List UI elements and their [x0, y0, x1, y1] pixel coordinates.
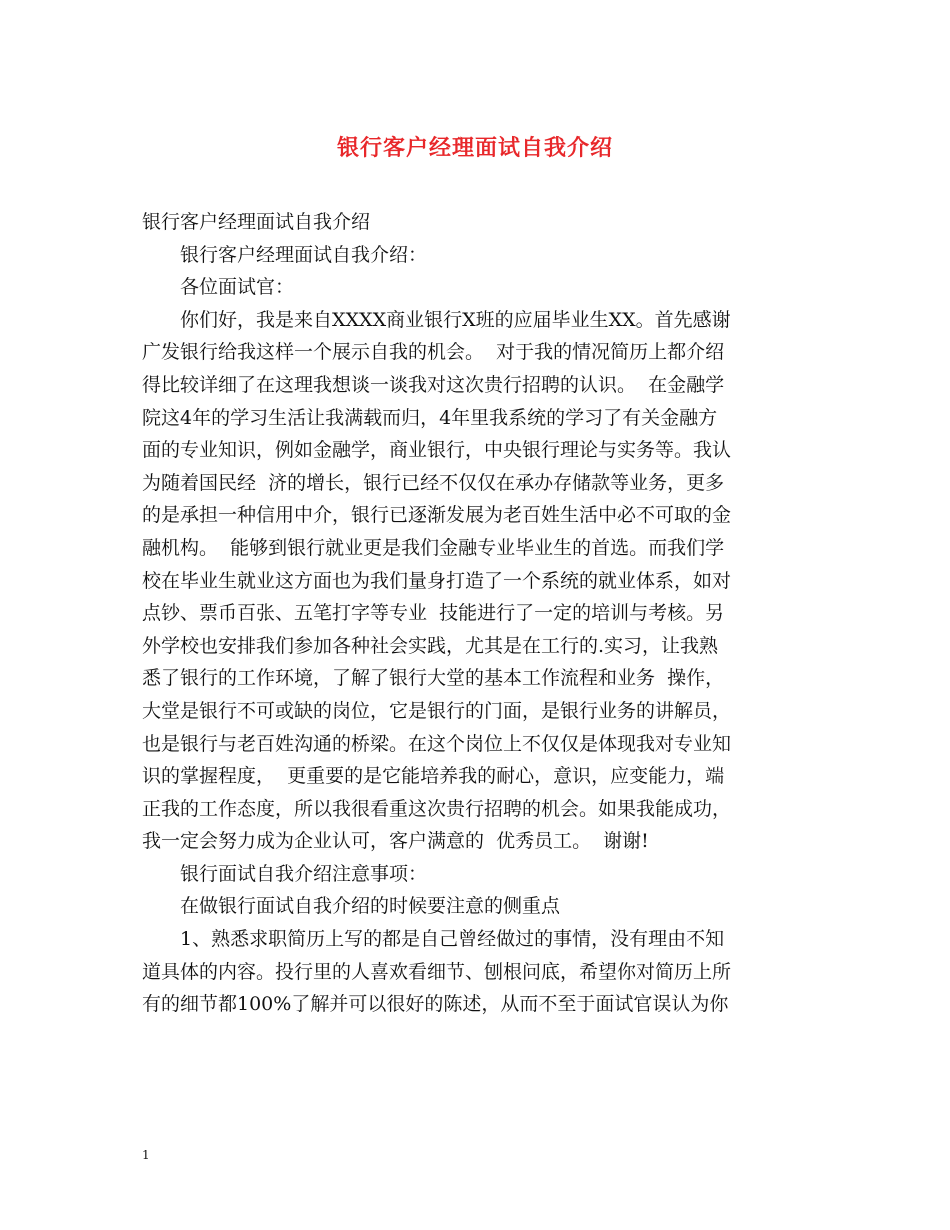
text-line: 在做银行面试自我介绍的时候要注意的侧重点 [180, 895, 561, 918]
text-line: 你们好，我是来自XXXX商业银行X班的应届毕业生XX。首先感谢 [180, 308, 731, 331]
text-line: 大堂是银行不可或缺的岗位，它是银行的门面，是银行业务的讲解员， [142, 699, 732, 722]
text-line: 广发银行给我这样一个展示自我的机会。 对于我的情况简历上都介绍 [142, 341, 725, 364]
text-line: 点钞、票币百张、五笔打字等专业 技能进行了一定的培训与考核。另 [142, 602, 725, 625]
text-line: 院这4年的学习生活让我满载而归，4年里我系统的学习了有关金融方 [142, 406, 718, 429]
document-body [142, 206, 810, 1021]
text-line: 悉了银行的工作环境，了解了银行大堂的基本工作流程和业务 操作， [142, 667, 725, 690]
text-line: 道具体的内容。投行里的人喜欢看细节、刨根问底，希望你对简历上所 [142, 960, 732, 983]
text-line: 为随着国民经 济的增长，银行已经不仅仅在承办存储款等业务，更多 [142, 471, 725, 494]
text-line: 外学校也安排我们参加各种社会实践，尤其是在工行的.实习，让我熟 [142, 634, 719, 657]
text-line: 我一定会努力成为企业认可，客户满意的 优秀员工。 谢谢! [142, 830, 649, 853]
text-line: 银行客户经理面试自我介绍： [180, 243, 428, 266]
text-line: 融机构。 能够到银行就业更是我们金融专业毕业生的首选。而我们学 [142, 536, 725, 559]
text-line: 面的专业知识，例如金融学，商业银行，中央银行理论与实务等。我认 [142, 439, 732, 462]
page-title: 银行客户经理面试自我介绍 [336, 135, 613, 161]
text-line: 得比较详细了在这理我想谈一谈我对这次贵行招聘的认识。 在金融学 [142, 373, 725, 396]
text-line: 1、熟悉求职简历上写的都是自己曾经做过的事情，没有理由不知 [180, 928, 725, 951]
text-line: 银行面试自我介绍注意事项： [180, 862, 428, 885]
text-line: 也是银行与老百姓沟通的桥梁。在这个岗位上不仅仅是体现我对专业知 [142, 732, 732, 755]
text-line: 的是承担一种信用中介，银行已逐渐发展为老百姓生活中必不可取的金 [142, 504, 732, 527]
text-line: 银行客户经理面试自我介绍 [142, 211, 371, 233]
text-line: 有的细节都100%了解并可以很好的陈述，从而不至于面试官误认为你 [142, 993, 729, 1016]
text-line: 正我的工作态度，所以我很看重这次贵行招聘的机会。如果我能成功， [142, 797, 732, 820]
text-line: 识的掌握程度， 更重要的是它能培养我的耐心，意识，应变能力，端 [142, 765, 725, 788]
text-line: 校在毕业生就业这方面也为我们量身打造了一个系统的就业体系，如对 [142, 569, 732, 592]
text-line: 各位面试官： [180, 276, 295, 299]
page-number: 1 [142, 1148, 150, 1162]
